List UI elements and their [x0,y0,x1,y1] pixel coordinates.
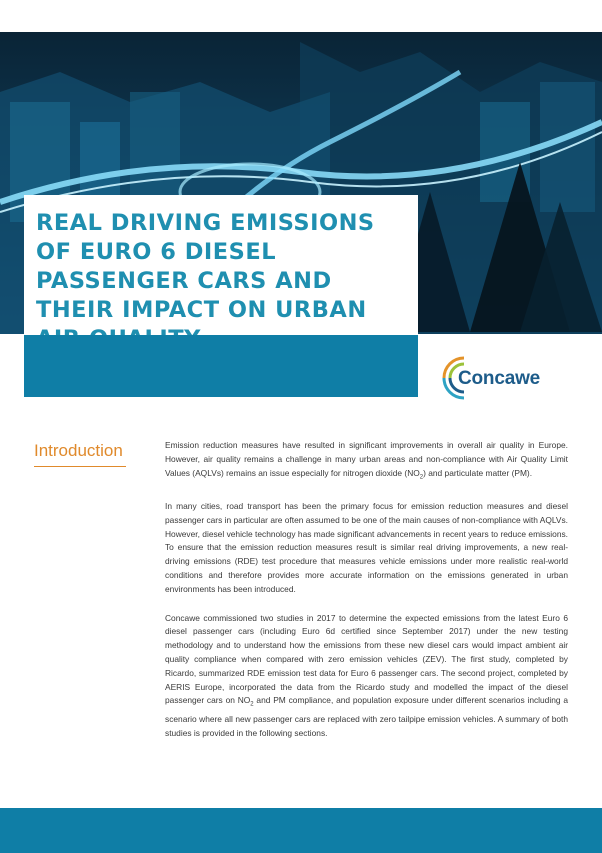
concawe-logo [436,350,566,406]
heading-underline [34,466,126,467]
title-accent-band [24,335,418,397]
footer-band [0,808,602,853]
document-title: REAL DRIVING EMISSIONS OF EURO 6 DIESEL PASSENGER CARS AND THEIR IMPACT ON URBAN [36,210,375,323]
introduction-body [165,439,568,755]
paragraph-1: Emission reduction measures have resulted in significant improvements in overall air quality in Europe. However, air quality remains a challenge in many urban areas and non-compliance with Air Quality Limit Values (AQLVs) remains an issue especially for nitrogen dioxide $(NO_2)$ and particulate matter (PM). [165,440,568,481]
paragraph-3: Concawe commissioned two studies in 2017 to determine the expected emissions from the latest Euro 6 diesel passenger cars (including Euro 6d certified since September 2017) under the new testing methodology and to understand how the emissions from these new diesel cars would impact ambient air quality compliance when compared with zero emission vehicles (ZEV). The first study, completed by Ricardo, summarized RDE emission test data for Euro 6 passenger cars. The second project, completed by AERIS Europe, incorporated the data from the Ricardo study and modelled the impact of the diesel passenger cars on $NO_2$ and PM compliance, and population exposure under different scenarios including a scenario where all new passenger cars are replaced with zero tailpipe emission vehicles. A summary of both studies is provided in the following sections. [165,612,568,738]
concawe-logo-text: Concawe [458,368,541,389]
introduction-heading: Introduction [34,441,123,460]
title-box [24,195,418,335]
paragraph-2: In many cities, road transport has been the primary focus for emission reduction measures and diesel passenger cars in particular are often assumed to be one of the main causes of non-compliance with AQLVs. However, diesel vehicle technology has made significant advancements in recent years to reduce emissions. To ensure that the emission reduction measures result is similar real driving improvements, a new real-driving emissions (RDE) test procedure that measures vehicle emissions under more realistic real-world conditions and therefore provides more accurate information on the emissions generated in urban environments has been introduced. [165,501,568,594]
